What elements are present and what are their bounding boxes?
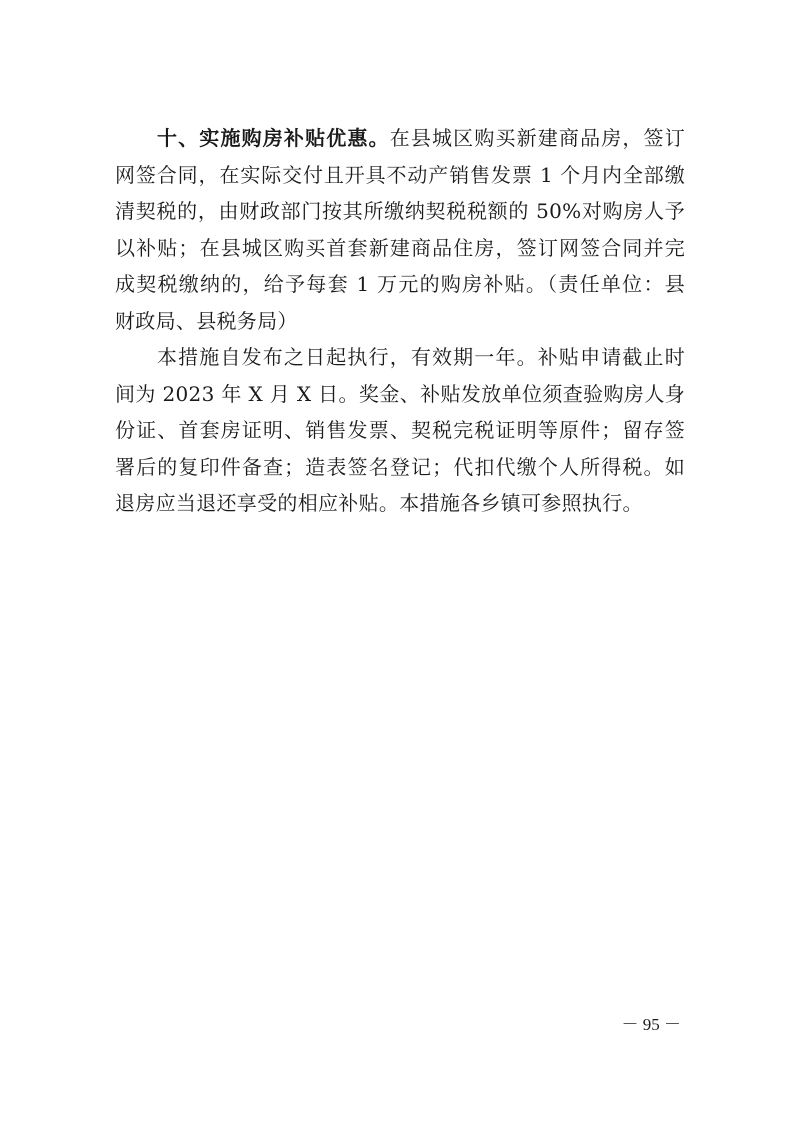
paragraph-line [115, 120, 685, 157]
section-ten-paragraph [115, 120, 685, 339]
paragraph-line: 以补贴；在县城区购买首套新建商品住房，签订网签合同并完 [115, 235, 685, 260]
section-heading: 十、实施购房补贴优惠。 [157, 126, 390, 150]
paragraph-line: 清契税的，由财政部门按其所缴纳契税税额的 50%对购房人予 [115, 199, 685, 223]
paragraph-line: 份证、首套房证明、销售发票、契税完税证明等原件；留存签 [115, 418, 685, 442]
paragraph-line: 署后的复印件备查；造表签名登记；代扣代缴个人所得税。如 [115, 454, 685, 479]
paragraph-line: 网签合同，在实际交付且开具不动产销售发票 1 个月内全部缴 [115, 162, 685, 187]
body-text [115, 120, 685, 522]
paragraph-line: 成契税缴纳的，给予每套 1 万元的购房补贴。（责任单位：县 [115, 272, 685, 296]
paragraph-line: 本措施自发布之日起执行，有效期一年。补贴申请截止时 [157, 345, 685, 369]
paragraph-line: 退房应当退还享受的相应补贴。本措施各乡镇可参照执行。 [115, 491, 643, 515]
paragraph-line: 财政局、县税务局） [115, 308, 298, 333]
closing-paragraph [115, 339, 685, 522]
line-text: 在县城区购买新建商品房，签订 [389, 126, 685, 150]
page-number: － 95 － [621, 1015, 681, 1034]
paragraph-line: 间为 2023 年 X 月 X 日。奖金、补贴发放单位须查验购房人身 [115, 381, 685, 406]
